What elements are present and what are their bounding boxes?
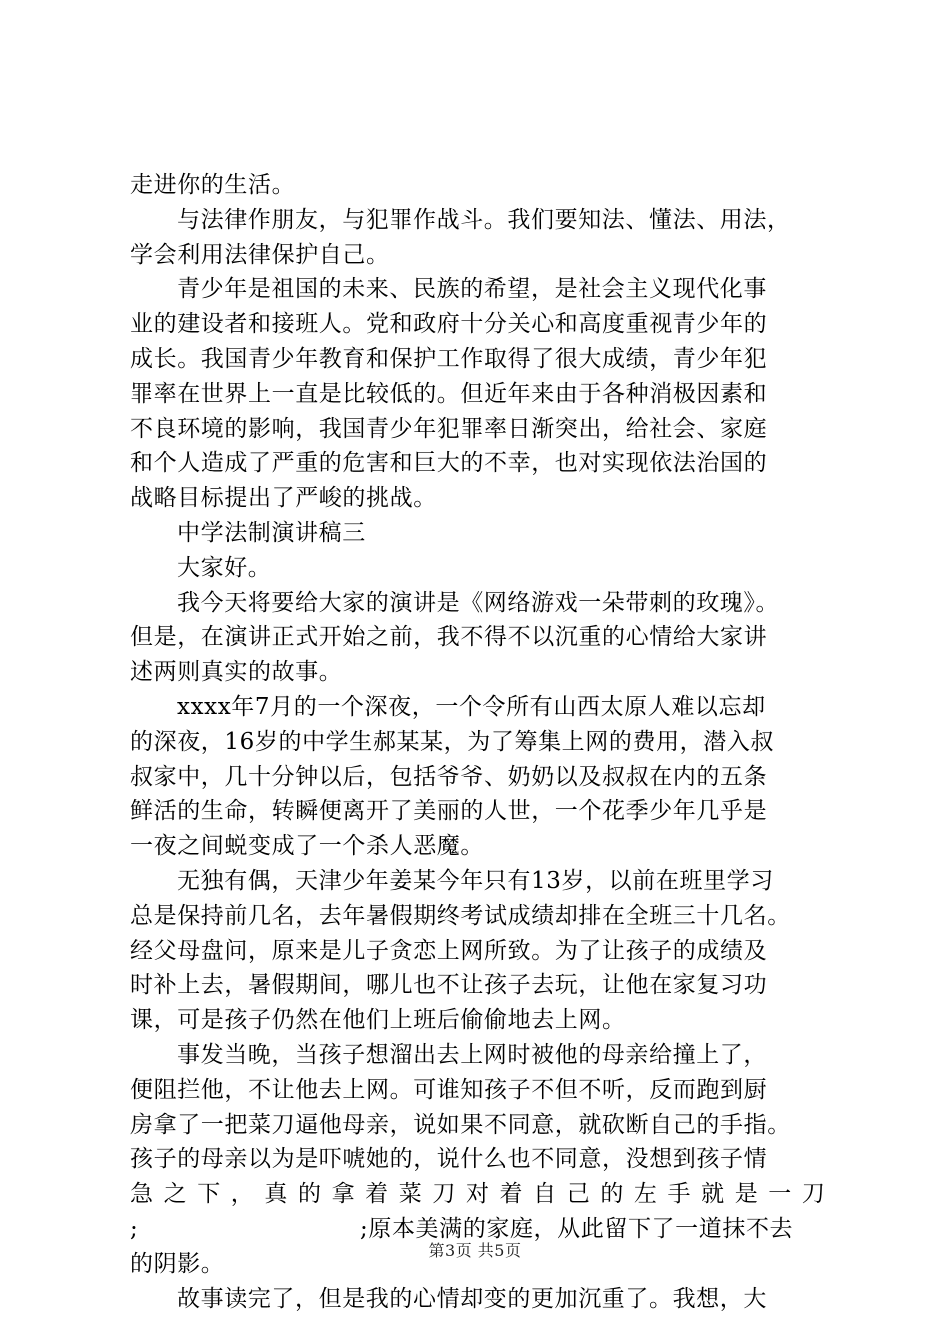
text-line: 走进你的生活。: [130, 172, 296, 198]
text-line: 的深夜，16岁的中学生郝某某，为了筹集上网的费用，潜入叔: [130, 728, 775, 755]
text-line: 学会利用法律保护自己。: [130, 241, 390, 268]
text-line: 但是，在演讲正式开始之前，我不得不以沉重的心情给大家讲: [130, 624, 768, 651]
paragraph-start: xxxx年7月的一个深夜，一个令所有山西太原人难以忘却: [177, 693, 766, 720]
text-line: 述两则真实的故事。: [130, 659, 343, 686]
greeting: 大家好。: [177, 554, 272, 581]
text-line: 不良环境的影响，我国青少年犯罪率日渐突出，给社会、家庭: [130, 415, 768, 442]
semicolon-right-text: ;原本美满的家庭，从此留下了一道抹不去: [360, 1215, 794, 1242]
text-line: 的阴影。: [130, 1250, 225, 1277]
paragraph-start: 与法律作朋友，与犯罪作战斗。我们要知法、懂法、用法，: [177, 206, 791, 233]
text-line: 业的建设者和接班人。党和政府十分关心和高度重视青少年的: [130, 311, 768, 338]
text-line: 一夜之间蜕变成了一个杀人恶魔。: [130, 833, 484, 860]
justified-line: 急 之 下 ， 真 的 拿 着 菜 刀 对 着 自 己 的 左 手 就 是 一 刀: [130, 1181, 825, 1208]
text-line: 房拿了一把菜刀逼他母亲，说如果不同意，就砍断自己的手指。: [130, 1111, 791, 1138]
paragraph-start: 青少年是祖国的未来、民族的希望，是社会主义现代化事: [177, 276, 767, 303]
text-line: 时补上去，暑假期间，哪儿也不让孩子去玩，让他在家复习功: [130, 972, 768, 999]
text-line: 经父母盘问，原来是儿子贪恋上网所致。为了让孩子的成绩及: [130, 937, 768, 964]
text-line: 罪率在世界上一直是比较低的。但近年来由于各种消极因素和: [130, 380, 768, 407]
text-line: 孩子的母亲以为是吓唬她的，说什么也不同意，没想到孩子情: [130, 1146, 768, 1173]
document-body: [130, 168, 825, 1316]
section-heading: 中学法制演讲稿三: [177, 519, 366, 546]
text-line: 叔家中，几十分钟以后，包括爷爷、奶奶以及叔叔在内的五条: [130, 763, 768, 790]
text-line: 和个人造成了严重的危害和巨大的不幸，也对实现依法治国的: [130, 450, 768, 477]
text-line: 课，可是孩子仍然在他们上班后偷偷地去上网。: [130, 1007, 626, 1034]
paragraph-start: 无独有偶，天津少年姜某今年只有13岁，以前在班里学习: [177, 867, 774, 894]
text-line: 战略目标提出了严峻的挑战。: [130, 485, 437, 512]
text-line: 成长。我国青少年教育和保护工作取得了很大成绩，青少年犯: [130, 345, 768, 372]
semicolon-left: ;: [130, 1215, 139, 1242]
paragraph-start: 事发当晚，当孩子想溜出去上网时被他的母亲给撞上了，: [177, 1041, 767, 1068]
paragraph-start: 故事读完了，但是我的心情却变的更加沉重了。我想，大: [177, 1285, 767, 1312]
text-line: 总是保持前几名，去年暑假期终考试成绩却排在全班三十几名。: [130, 902, 791, 929]
page-number: 第3页 共5页: [428, 1241, 522, 1260]
text-line: 鲜活的生命，转瞬便离开了美丽的人世，一个花季少年几乎是: [130, 798, 768, 825]
paragraph-start: 我今天将要给大家的演讲是《网络游戏一朵带刺的玫瑰》。: [177, 589, 780, 616]
text-line: 便阻拦他，不让他去上网。可谁知孩子不但不听，反而跑到厨: [130, 1076, 768, 1103]
